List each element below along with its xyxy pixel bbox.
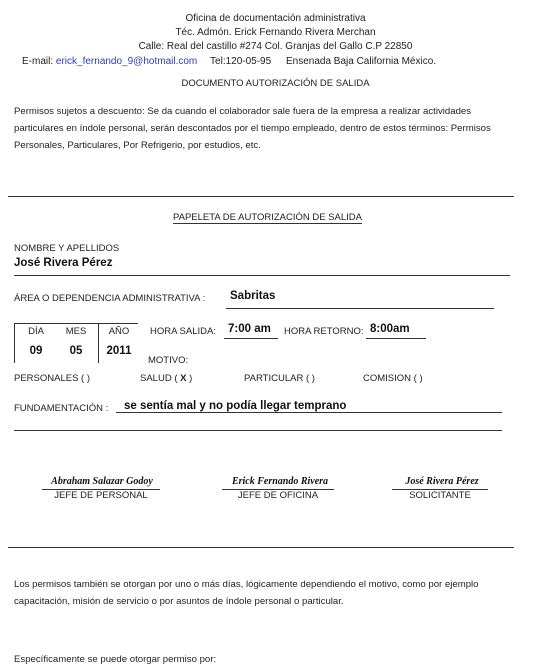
form-title-wrap [0,212,535,223]
caption-jefe-personal: JEFE DE PERSONAL [54,490,148,501]
exit-underline [224,338,278,339]
city: Ensenada Baja California México. [285,56,437,67]
month-value: 05 [69,345,83,357]
day-value: 09 [29,345,43,357]
area-underline [226,308,494,309]
date-box-top [14,323,138,324]
year-value: 2011 [106,345,132,357]
return-underline [366,338,426,339]
date-box-left [14,323,15,363]
divider-bottom [8,547,514,548]
office-name: Oficina de documentación administrativa [185,13,366,24]
name-label: NOMBRE Y APELLIDOS [14,243,120,254]
phone: Tel:120-05-95 [210,56,272,67]
reason-salud-close: ) [189,373,193,384]
signature-jefe-personal: Abraham Salazar Godoy [51,476,153,487]
reason-salud-label: SALUD ( [140,373,178,384]
motivo-label: MOTIVO: [148,355,189,366]
intro-paragraph: Permisos sujetos a descuento: Se da cuando el colaborador sale fuera de la empresa a realizar actividades particulares en índole personal, serán descontados por el tiempo empleado, dentro de estos términos: Permisos Personales, Particulares, Por Refrigerio, por estudios, etc. [14,106,491,151]
reason-personales: PERSONALES ( ) [14,373,91,384]
email-link[interactable]: erick_fernando_9@hotmail.com [55,56,198,67]
fund-value: se sentía mal y no podía llegar temprano [124,400,347,412]
footer-intro: Específicamente se puede otorgar permiso por: [14,654,217,665]
reason-particular: PARTICULAR ( ) [244,373,315,384]
reason-salud-mark: X [180,373,187,384]
fund-extra-line [14,430,502,431]
signature-jefe-oficina: Erick Fernando Rivera [231,476,329,487]
reason-comision: COMISION ( ) [363,373,423,384]
return-value: 8:00am [370,323,410,335]
contact-line [22,55,542,69]
day-label: DÍA [28,326,44,337]
reason-salud [140,373,192,384]
form-title: PAPELETA DE AUTORIZACIÓN DE SALIDA [173,212,362,223]
date-box-divider [98,323,99,363]
name-value: José Rivera Pérez [14,257,113,269]
footer-paragraph: Los permisos también se otorgan por uno o más días, lógicamente dependiendo el motivo, como por ejemplo capacitación, misión de servicio o por asuntos de índole personal o particular. [14,579,479,607]
office-address: Calle: Real del castillo #274 Col. Granjas del Gallo C.P 22850 [138,41,413,52]
document-title: DOCUMENTO AUTORIZACIÓN DE SALIDA [181,78,370,89]
name-underline [14,275,510,276]
area-value: Sabritas [230,290,276,302]
year-label: AÑO [108,326,130,337]
caption-jefe-oficina: JEFE DE OFICINA [237,490,319,501]
exit-value: 7:00 am [228,323,271,335]
email-label: E-mail: [22,56,54,67]
area-label: ÁREA O DEPENDENCIA ADMINISTRATIVA : [14,293,206,304]
return-label: HORA RETORNO: [284,326,364,337]
office-person: Téc. Admón. Erick Fernando Rivera Merchan [175,27,376,38]
fund-label: FUNDAMENTACIÓN : [14,403,109,414]
fund-underline [116,412,502,413]
month-label: MES [65,326,87,337]
exit-label: HORA SALIDA: [150,326,216,337]
divider-top [8,196,514,197]
caption-solicitante: SOLICITANTE [409,490,471,501]
signature-solicitante: José Rivera Pérez [405,476,479,487]
date-box [14,323,138,363]
